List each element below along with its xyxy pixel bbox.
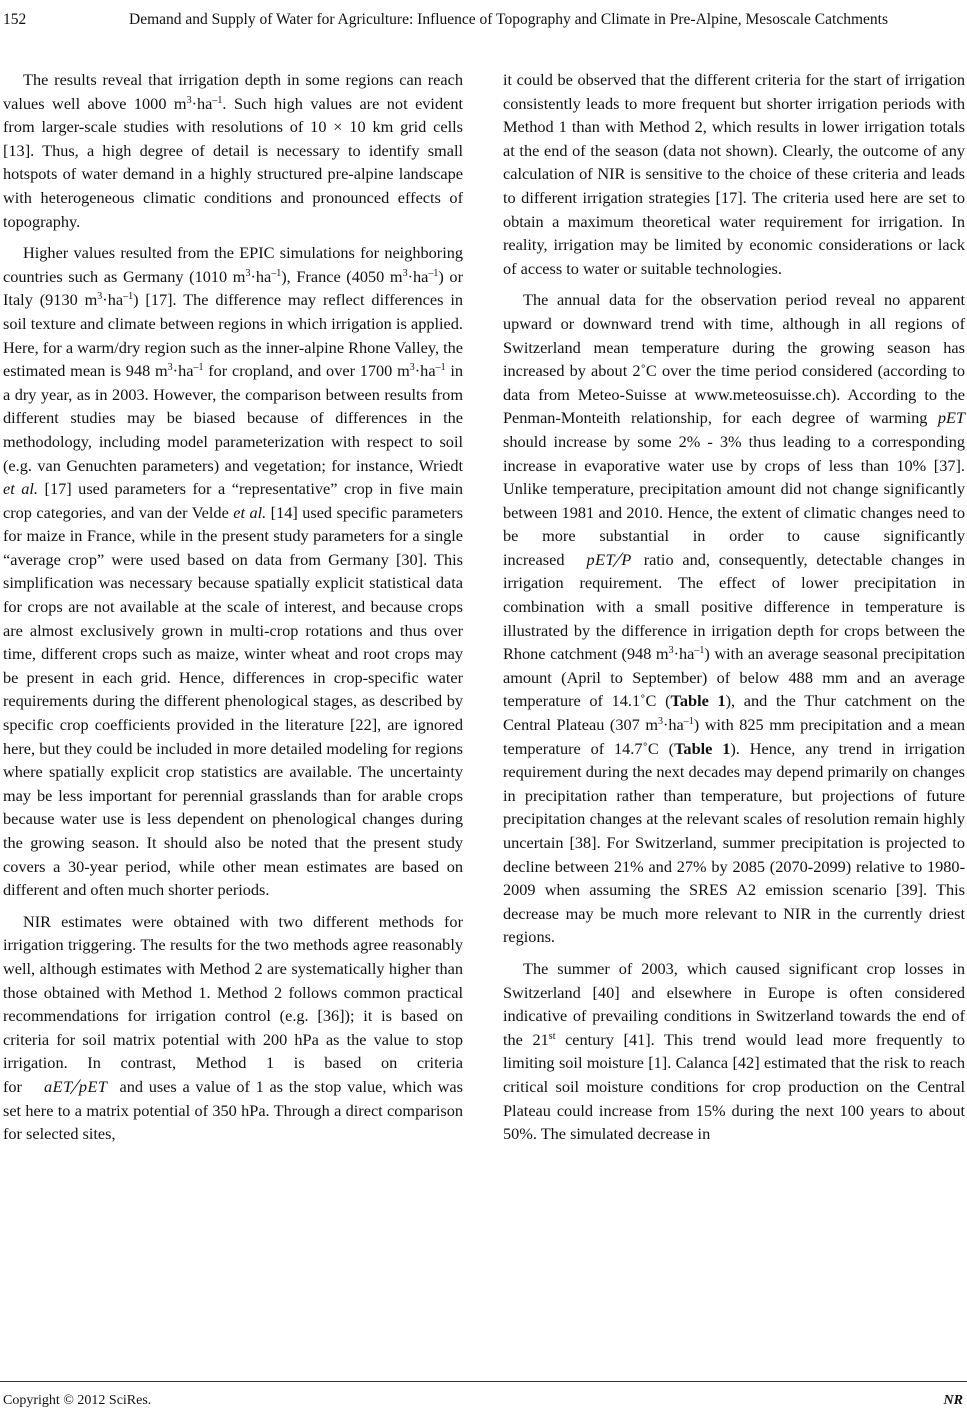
table-ref[interactable]: Table 1	[674, 738, 731, 758]
paragraph: The summer of 2003, which caused significant crop losses in Switzerland [40] and elsewhere in Europe is often considered indicative of prevailing conditions in Switzerland towards the end of the 21st century [41]. This trend would lead more frequently to limiting soil moisture [1]. Calanca [42] estimated that the risk to reach critical soil moisture conditions for crop production on the Central Plateau could increase from 15% during the next 100 years to about 50%. The simulated decrease in	[503, 958, 965, 1144]
right-column	[503, 68, 965, 1154]
journal-abbrev: NR	[943, 1393, 963, 1408]
math-aet-over-pet: aET⁄pET	[43, 1073, 108, 1099]
running-title: Demand and Supply of Water for Agriculture: Influence of Topography and Climate in Pre-Alpine, Mesoscale Catchments	[129, 11, 888, 28]
footer-divider	[0, 1381, 967, 1382]
paragraph: it could be observed that the different criteria for the start of irrigation consistently leads to more frequent but shorter irrigation periods with Method 1 than with Method 2, which results in lower irrigation totals at the end of the season (data not shown). Clearly, the outcome of any calculation of NIR is sensitive to the choice of these criteria and leads to different irrigation strategies [17]. The criteria used here are set to obtain a maximum theoretical water requirement for irrigation. In reality, irrigation may be limited by economic considerations or lack of access to water or suitable technologies.	[503, 70, 965, 278]
copyright-notice: Copyright © 2012 SciRes.	[3, 1393, 152, 1408]
running-header	[0, 10, 967, 50]
paragraph: NIR estimates were obtained with two different methods for irrigation triggering. The results for the two methods agree reasonably well, although estimates with Method 2 are systematically higher than those obtained with Method 1. Method 2 follows common practical recommendations for irrigation control (e.g. [36]); it is based on criteria for soil matrix potential with 200 hPa as the value to stop irrigation. In contrast, Method 1 is based on criteria for aET⁄pET and uses a value of 1 as the stop value, which was set here to a matrix potential of 350 hPa. Through a direct comparison for selected sites,	[3, 911, 463, 1144]
page-number: 152	[3, 11, 27, 28]
left-column	[3, 68, 463, 1154]
paragraph: Higher values resulted from the EPIC simulations for neighboring countries such as Germany (1010 $m^3\cdot ha^{-1}$), France (4050 $m^3\cdot ha^{-1}$) or Italy (9130 $m^3\cdot ha^{-1}$) [17]. The difference may reflect differences in soil texture and climate between regions in which irrigation is applied. Here, for a warm/dry region such as the inner-alpine Rhone Valley, the estimated mean is 948 $m^3\cdot ha^{-1}$ for cropland, and over 1700 $m^3\cdot ha^{-1}$ in a dry year, as in 2003. However, the comparison between results from different studies may be biased because of differences in the methodology, including model parameterization with respect to soil (e.g. van Genuchten parameters) and vegetation; for instance, Wriedt et al. [17] used parameters for a “representative” crop in five main crop categories, and van der Velde et al. [14] used specific parameters for maize in France, while in the present study parameters for a single “average crop” were used based on data from Germany [30]. This simplification was necessary because spatially explicit statistical data for crops are not available at the scale of interest, and because crops are almost exclusively grown in multi-crop rotations and thus over time, different crops such as maize, winter wheat and root crops may be present in each grid. Hence, differences in crop-specific water requirements during the different phenological stages, as described by specific crop coefficients provided in the literature [22], are ignored here, but they could be included in more detailed modeling for regions where spatially explicit crop statistics are available. The uncertainty may be less important for perennial grasslands than for arable crops because water use is less dependent on phenological changes during the growing season. It should also be noted that the present study covers a 30-year period, while other mean estimates are based on different and often much shorter periods.	[3, 243, 464, 900]
table-ref[interactable]: Table 1	[670, 691, 726, 711]
paragraph: The annual data for the observation period reveal no apparent upward or downward trend with time, although in all regions of Switzerland mean temperature during the growing season has increased by about 2˚C over the time period considered (according to data from Meteo-Suisse at www.meteosuisse.ch). According to the Penman-Monteith relationship, for each degree of warming pET should increase by some 2% - 3% thus leading to a corresponding increase in evaporative water use by crops of less than 10% [37]. Unlike temperature, precipitation amount did not change significantly between 1981 and 2010. Hence, the extent of climatic changes need to be more substantial in order to cause significantly increased pET⁄P ratio and, consequently, detectable changes in irrigation requirement. The effect of lower precipitation in combination with a small positive difference in temperature is illustrated by the difference in irrigation depth for crops between the Rhone catchment (948 $m^3\cdot ha^{-1}$) with an average seasonal precipitation amount (April to September) of below 488 mm and an average temperature of 14.1˚C (Table 1), and the Thur catchment on the Central Plateau (307 $m^3\cdot ha^{-1}$) with 825 mm precipitation and a mean temperature of 14.7˚C (Table 1). Hence, any trend in irrigation requirement during the next decades may depend primarily on changes in precipitation rather than temperature, but projections of future precipitation changes at the relevant scales of resolution remain highly uncertain [38]. For Switzerland, summer precipitation is projected to decline between 21% and 27% by 2085 (2070-2099) relative to 1980-2009 when assuming the SRES A2 emission scenario [39]. This decrease may be much more relevant to NIR in the currently driest regions.	[503, 290, 966, 947]
math-pet-over-p: pET⁄P	[586, 546, 632, 572]
paragraph: The results reveal that irrigation depth in some regions can reach values well above 1000 $m^3\cdot ha^{-1}$. Such high values are not evident from larger-scale studies with resolutions of 10 × 10 km grid cells [13]. Thus, a high degree of detail is necessary to identify small hotspots of water demand in a highly structured pre-alpine landscape with heterogeneous climatic conditions and pronounced effects of topography.	[3, 70, 463, 231]
